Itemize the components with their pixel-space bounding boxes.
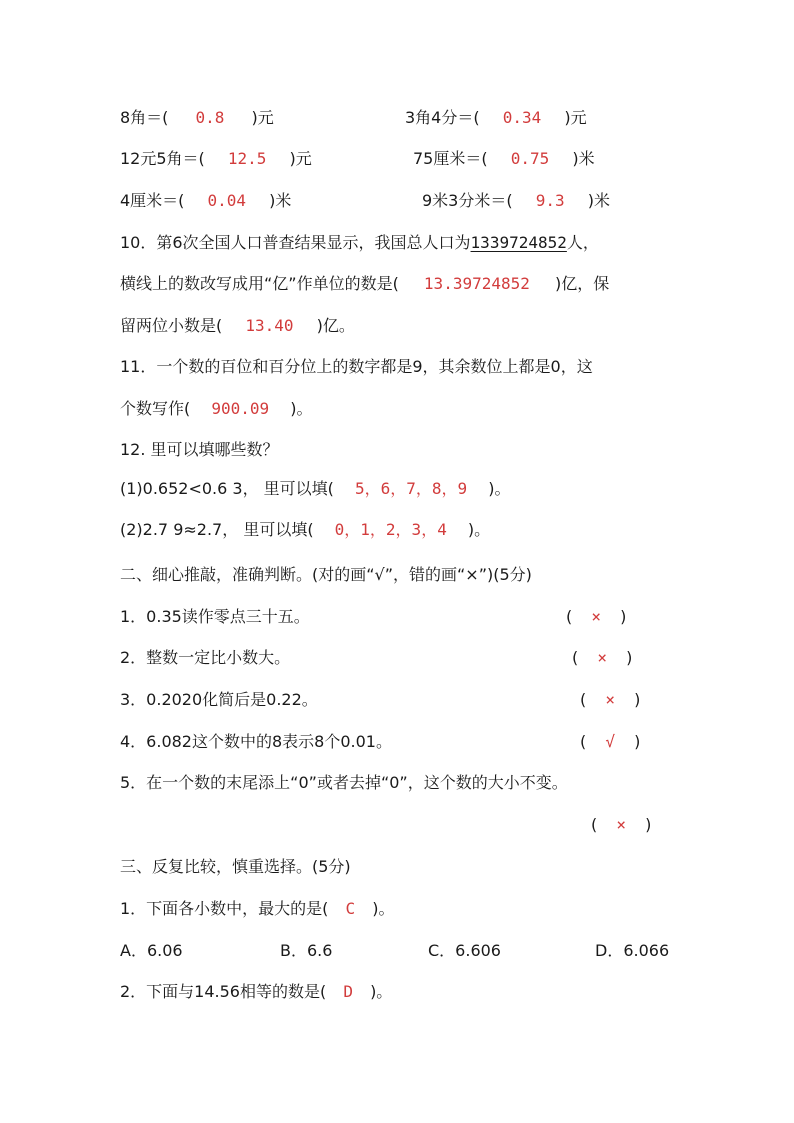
conversion-right: )米 (572, 149, 595, 168)
conversion-left: 8角＝( (120, 108, 169, 127)
q11-line2 (120, 397, 312, 421)
paren-open: ( (572, 648, 579, 667)
choice-question-1 (120, 897, 395, 921)
paren-close: ) (634, 690, 641, 709)
population-number: 1339724852 (470, 233, 567, 252)
q12-part2 (120, 518, 490, 542)
conversion-left: 12元5角＝( (120, 149, 205, 168)
paren-open: ( (591, 815, 598, 834)
paren-open: ( (580, 690, 587, 709)
conversion-4 (413, 147, 595, 171)
judge-answer-4 (580, 730, 640, 754)
conversion-left: 75厘米＝( (413, 149, 488, 168)
q11-text-end: )。 (290, 399, 313, 418)
judge-item-5: 5．在一个数的末尾添上“0”或者去掉“0”，这个数的大小不变。 (120, 773, 568, 792)
section2-title: 二、细心推敲，准确判断。(对的画“√”，错的画“×”)(5分) (120, 565, 532, 584)
q11-line1: 11．一个数的百位和百分位上的数字都是9，其余数位上都是0，这 (120, 357, 593, 376)
answer: 0.04 (207, 191, 247, 210)
q12-text: (2)2.7 9≈2.7， 里可以填( (120, 520, 314, 539)
answer-mark: × (591, 607, 601, 626)
section3-title: 三、反复比较，慎重选择。(5分) (120, 857, 351, 876)
q10-text-end: )亿，保 (554, 274, 610, 293)
conversion-2 (405, 106, 587, 130)
paren-close: ) (626, 648, 633, 667)
answer: 13.40 (245, 316, 294, 335)
option-a: A．6.06 (120, 941, 183, 960)
q10-text-end: )亿。 (316, 316, 355, 335)
judge-answer-1 (566, 605, 626, 629)
q10-text: 留两位小数是( (120, 316, 223, 335)
option-b: B．6.6 (280, 941, 333, 960)
answer-mark: × (605, 690, 615, 709)
answer: 900.09 (211, 399, 270, 418)
q10-text-end: 人， (566, 233, 599, 252)
q10-line1 (120, 231, 599, 255)
judge-answer-3 (580, 688, 640, 712)
q10-text: 10．第6次全国人口普查结果显示，我国总人口为 (120, 233, 471, 252)
choice-text: 2．下面与14.56相等的数是( (120, 982, 327, 1001)
conversion-right: )元 (251, 108, 274, 127)
paren-open: ( (580, 732, 587, 751)
q10-line2 (120, 272, 609, 296)
option-d: D．6.066 (595, 941, 670, 960)
q10-text: 横线上的数改写成用“亿”作单位的数是( (120, 274, 399, 293)
conversion-5 (120, 189, 291, 213)
answer-mark: √ (605, 732, 615, 751)
judge-item-2: 2．整数一定比小数大。 (120, 648, 291, 667)
judge-item-3: 3．0.2020化简后是0.22。 (120, 690, 318, 709)
answer: 9.3 (535, 191, 565, 210)
choice-text-end: )。 (372, 899, 395, 918)
paren-close: ) (645, 815, 652, 834)
paren-close: ) (634, 732, 641, 751)
answer: 0.34 (502, 108, 542, 127)
q12-text: (1)0.652<0.6 3， 里可以填( (120, 479, 334, 498)
choice-text-end: )。 (370, 982, 393, 1001)
q12-text-end: )。 (488, 479, 511, 498)
conversion-6 (422, 189, 610, 213)
paren-open: ( (566, 607, 573, 626)
judge-answer-5 (591, 813, 651, 837)
conversion-left: 3角4分＝( (405, 108, 480, 127)
answer: 0.75 (510, 149, 550, 168)
answer-mark: × (616, 815, 626, 834)
judge-answer-2 (572, 646, 632, 670)
answer: 12.5 (227, 149, 267, 168)
answer: 13.39724852 (423, 274, 530, 293)
conversion-right: )元 (289, 149, 312, 168)
answer: 0，1，2，3，4 (334, 520, 447, 539)
option-c: C．6.606 (428, 941, 501, 960)
paren-close: ) (620, 607, 627, 626)
answer: D (343, 982, 353, 1001)
judge-item-4: 4．6.082这个数中的8表示8个0.01。 (120, 732, 392, 751)
conversion-3 (120, 147, 312, 171)
answer-mark: × (597, 648, 607, 667)
conversion-right: )米 (587, 191, 610, 210)
q12-title: 12. 里可以填哪些数？ (120, 440, 279, 459)
answer: 0.8 (195, 108, 225, 127)
judge-item-1: 1．0.35读作零点三十五。 (120, 607, 310, 626)
answer: C (345, 899, 356, 918)
q11-text: 个数写作( (120, 399, 191, 418)
q12-text-end: )。 (467, 520, 491, 539)
conversion-right: )米 (269, 191, 292, 210)
choice-question-2 (120, 980, 392, 1004)
choice-text: 1．下面各小数中，最大的是( (120, 899, 329, 918)
q12-part1 (120, 477, 511, 501)
conversion-left: 4厘米＝( (120, 191, 185, 210)
conversion-right: )元 (564, 108, 587, 127)
conversion-1 (120, 106, 274, 130)
q10-line3 (120, 314, 355, 338)
conversion-left: 9米3分米＝( (422, 191, 513, 210)
answer: 5，6，7，8，9 (355, 479, 468, 498)
